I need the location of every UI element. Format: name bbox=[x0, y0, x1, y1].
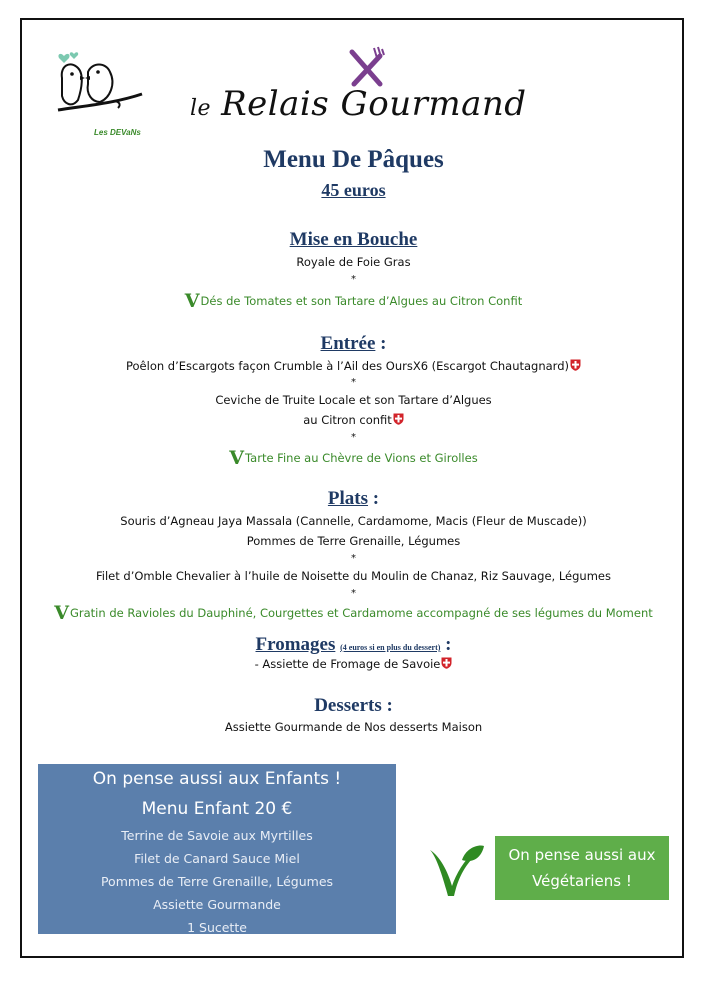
menu-item: Ceviche de Truite Locale et son Tartare d’Algues bbox=[215, 393, 492, 407]
menu-item: Pommes de Terre Grenaille, Légumes bbox=[246, 534, 461, 548]
menu-item: Royale de Foie Gras bbox=[296, 255, 411, 269]
separator-star: * bbox=[351, 432, 356, 443]
separator-star: * bbox=[351, 588, 356, 599]
menu-item: Filet d’Omble Chevalier à l’huile de Noisette du Moulin de Chanaz, Riz Sauvage, Légumes bbox=[96, 569, 611, 583]
menu-price: 45 euros bbox=[321, 180, 386, 200]
savoie-flag-icon bbox=[441, 657, 452, 669]
vegetarian-v-icon: V bbox=[184, 290, 200, 312]
vegetarian-item-label: Tarte Fine au Chèvre de Vions et Girolles bbox=[245, 451, 478, 465]
menu-title: Menu De Pâques bbox=[263, 146, 444, 173]
fork-knife-icon bbox=[346, 46, 386, 88]
vegetarian-box bbox=[495, 836, 669, 900]
menu-item-label: au Citron confit bbox=[303, 413, 392, 427]
section-fromages bbox=[0, 634, 707, 656]
vegetarian-v-icon: V bbox=[54, 602, 69, 624]
vegetarian-v-icon bbox=[428, 842, 486, 900]
brand-prefix: le bbox=[190, 96, 212, 121]
kids-menu-item: Assiette Gourmande bbox=[153, 897, 281, 912]
vegetarian-box-line: On pense aussi aux bbox=[508, 846, 656, 864]
kids-menu-price: Menu Enfant 20 € bbox=[141, 799, 293, 819]
kids-menu-item: 1 Sucette bbox=[187, 920, 247, 935]
restaurant-name bbox=[190, 84, 550, 124]
separator-star: * bbox=[351, 377, 356, 388]
vegetarian-v-icon: V bbox=[229, 447, 245, 469]
logo-text: Les DEVaNs bbox=[94, 128, 141, 137]
menu-item: Souris d’Agneau Jaya Massala (Cannelle, Cardamome, Macis (Fleur de Muscade)) bbox=[120, 514, 587, 528]
vegetarian-item-label: Gratin de Ravioles du Dauphiné, Courgettes et Cardamome accompagné de ses légumes du Moment bbox=[69, 606, 653, 620]
vegetarian-item bbox=[0, 290, 707, 312]
menu-item-label: Poêlon d’Escargots façon Crumble à l’Ail des OursX6 (Escargot Chautagnard) bbox=[126, 359, 569, 373]
savoie-flag-icon bbox=[570, 359, 581, 371]
kids-menu-item: Terrine de Savoie aux Myrtilles bbox=[121, 828, 313, 843]
separator-star: * bbox=[351, 553, 356, 564]
section-title: Fromages bbox=[255, 634, 336, 655]
vegetarian-item bbox=[0, 447, 707, 469]
section-title-suffix: : bbox=[368, 488, 380, 509]
menu-item: Assiette Gourmande de Nos desserts Maison bbox=[224, 720, 483, 734]
section-title: Plats bbox=[327, 488, 369, 509]
menu-item bbox=[0, 657, 707, 671]
menu-item bbox=[0, 413, 707, 427]
lovebirds-logo-icon bbox=[52, 48, 147, 140]
separator-star: * bbox=[351, 274, 356, 285]
kids-heading: On pense aussi aux Enfants ! bbox=[92, 769, 342, 789]
kids-menu-item: Pommes de Terre Grenaille, Légumes bbox=[100, 874, 334, 889]
section-title: Entrée bbox=[320, 333, 376, 354]
brand-name: Relais Gourmand bbox=[221, 84, 527, 124]
kids-menu-box bbox=[38, 764, 396, 934]
savoie-flag-icon bbox=[393, 413, 404, 425]
section-title-suffix: : bbox=[375, 333, 387, 354]
section-title: Desserts : bbox=[314, 695, 393, 716]
section-title: Mise en Bouche bbox=[289, 229, 418, 250]
section-mise-en-bouche bbox=[0, 229, 707, 251]
vegetarian-box-line: Végétariens ! bbox=[532, 872, 632, 890]
vegetarian-item bbox=[0, 602, 707, 624]
menu-item bbox=[0, 359, 707, 373]
menu-item-label: - Assiette de Fromage de Savoie bbox=[254, 657, 441, 671]
section-desserts bbox=[0, 695, 707, 717]
section-entree bbox=[0, 333, 707, 355]
section-title-suffix: : bbox=[440, 634, 452, 655]
section-plats bbox=[0, 488, 707, 510]
kids-menu-item: Filet de Canard Sauce Miel bbox=[134, 851, 300, 866]
vegetarian-item-label: Dés de Tomates et son Tartare d’Algues au Citron Confit bbox=[200, 294, 523, 308]
section-note: (4 euros si en plus du dessert) bbox=[340, 643, 441, 652]
